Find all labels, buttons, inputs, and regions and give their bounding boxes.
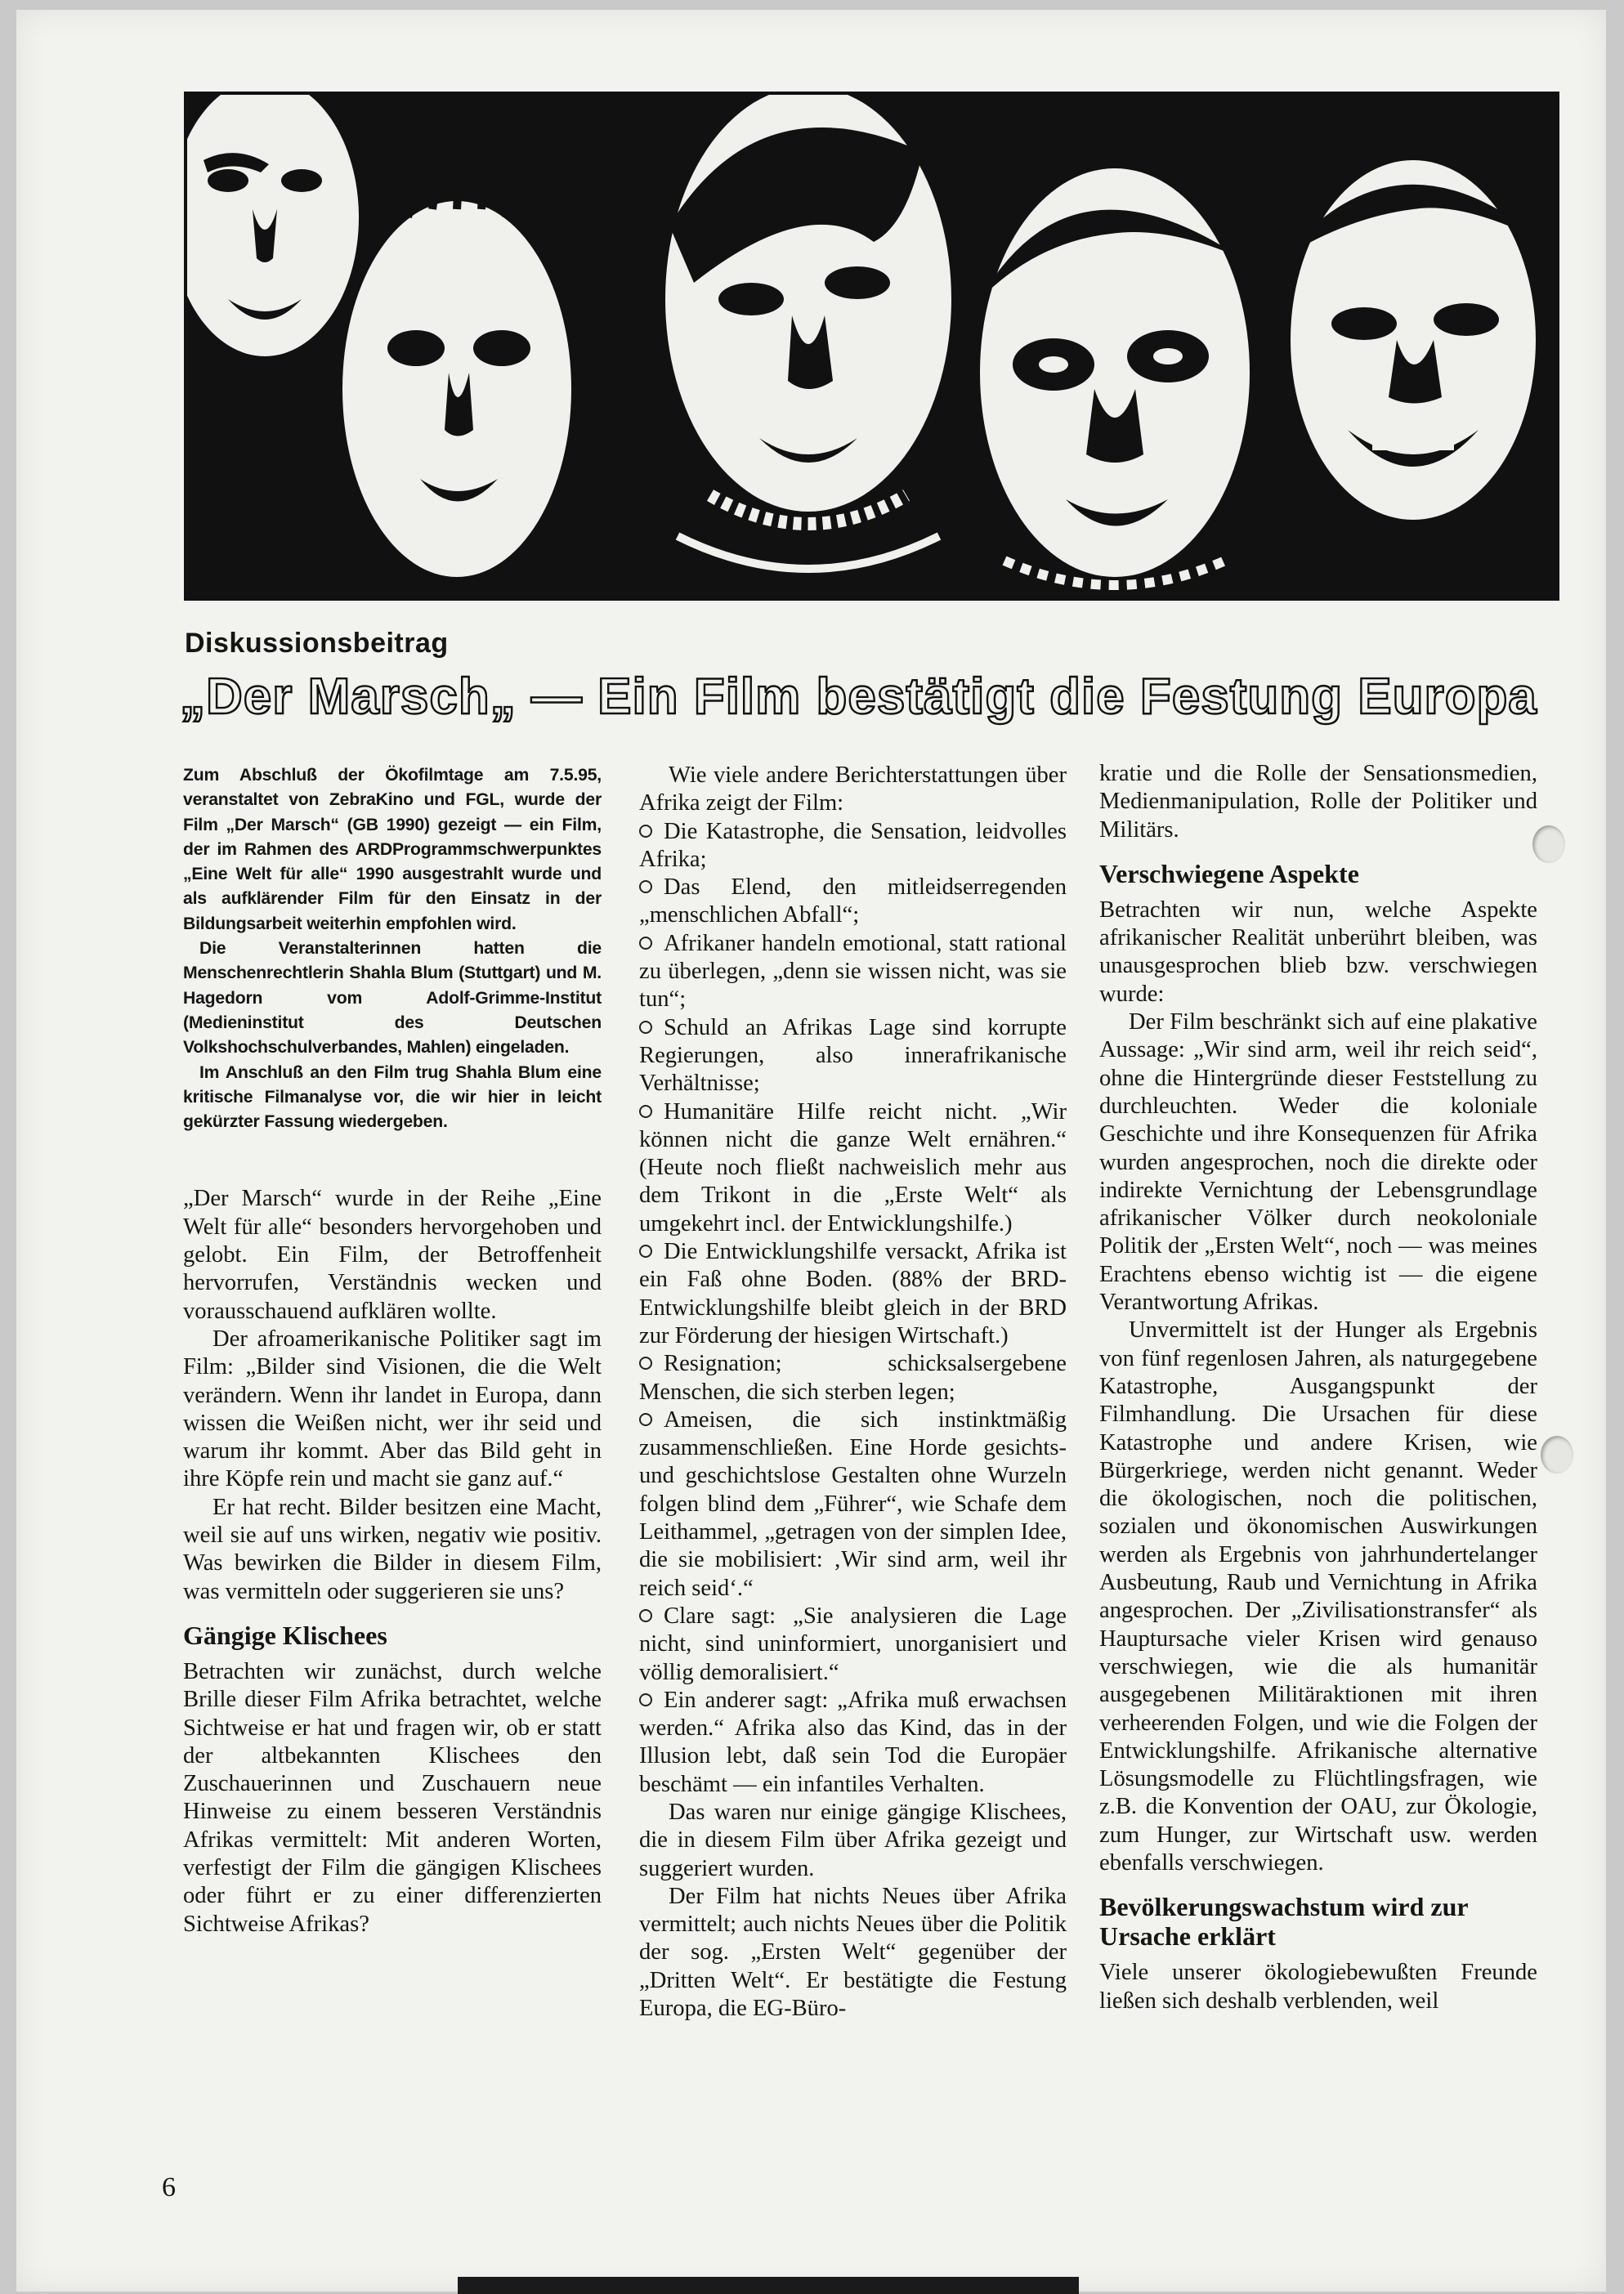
list-item: Afrikaner handeln emotional, statt rational zu überlegen, „denn sie wissen nicht, was sie tun“; bbox=[639, 930, 1067, 1013]
header-illustration bbox=[184, 92, 1559, 601]
body-paragraph: Der Film hat nichts Neues über Afrika vermittelt; auch nichts Neues über die Politik der sog. „Ersten Welt“ gegenüber der „Dritten Welt“. Er bestätigte die Festung Europa, die EG-Büro- bbox=[639, 1883, 1067, 2022]
article-column-2 bbox=[639, 762, 1067, 2023]
subheading: Verschwiegene Aspekte bbox=[1099, 858, 1359, 888]
circle-bullet-icon bbox=[639, 1021, 652, 1034]
circle-bullet-icon bbox=[639, 1609, 652, 1622]
body-text bbox=[1099, 760, 1537, 2015]
cliche-list bbox=[639, 818, 1067, 1799]
circle-bullet-icon bbox=[639, 937, 652, 950]
body-paragraph: „Der Marsch“ wurde in der Reihe „Eine Welt für alle“ besonders hervorgehoben und gelobt. Ein Film, der Betroffenheit hervorrufen, Verständnis wecken und vorausschauend aufklären wollte. bbox=[183, 1186, 602, 1324]
circle-bullet-icon bbox=[639, 1245, 652, 1258]
article-lead bbox=[183, 763, 602, 1134]
list-item: Clare sagt: „Sie analysieren die Lage nicht, sind uninformiert, unorganisiert und völlig demoralisiert.“ bbox=[639, 1603, 1067, 1685]
circle-bullet-icon bbox=[639, 1357, 652, 1370]
body-paragraph: Viele unserer ökologiebewußten Freunde ließen sich deshalb verblenden, weil bbox=[1099, 1960, 1537, 2014]
circle-bullet-icon bbox=[639, 880, 652, 893]
lead-paragraph: Zum Abschluß der Ökofilmtage am 7.5.95, veranstaltet von ZebraKino und FGL, wurde der Film „Der Marsch“ (GB 1990) gezeigt — ein Film, der im Rahmen des ARDProgrammschwerpunktes „Eine Welt für alle“ 1990 ausgestrahlt wurde und als aufklärender Film für den Einsatz in der Bildungsarbeit weiterhin empfohlen wird. bbox=[183, 766, 602, 933]
list-item: Resignation; schicksalsergebene Menschen, die sich sterben legen; bbox=[639, 1351, 1067, 1405]
subheading: Gängige Klischees bbox=[183, 1620, 387, 1650]
body-text bbox=[639, 762, 1067, 2023]
circle-bullet-icon bbox=[639, 1693, 652, 1706]
lead-paragraph: Im Anschluß an den Film trug Shahla Blum eine kritische Filmanalyse vor, die wir hier in leicht gekürzter Fassung wiedergeben. bbox=[183, 1062, 602, 1132]
subheading: Bevölkerungswachstum wird zur Ursache erklärt bbox=[1099, 1892, 1468, 1952]
list-item: Die Entwicklungshilfe versackt, Afrika ist ein Faß ohne Boden. (88% der BRD-Entwicklungshilfe bleibt gleich in der BRD zur Förderung der hiesigen Wirtschaft.) bbox=[639, 1239, 1067, 1348]
list-item: Schuld an Afrikas Lage sind korrupte Regierungen, also innerafrikanische Verhältnisse; bbox=[639, 1014, 1067, 1097]
lead-paragraph: Die Veranstalterinnen hatten die Menschenrechtlerin Shahla Blum (Stuttgart) und M. Hagedorn vom Adolf-Grimme-Institut (Medieninstitut des Deutschen Volkshochschulverbandes, Mahlen) eingeladen. bbox=[183, 939, 602, 1058]
body-paragraph: Er hat recht. Bilder besitzen eine Macht, weil sie auf uns wirken, negativ wie positiv. Was bewirken die Bilder in diesem Film, was vermitteln oder suggerieren sie uns? bbox=[183, 1494, 602, 1604]
circle-bullet-icon bbox=[639, 825, 652, 838]
article-kicker: Diskussionsbeitrag bbox=[185, 628, 449, 659]
list-item: Humanitäre Hilfe reicht nicht. „Wir können nicht die ganze Welt ernähren.“ (Heute noch fließt nachweislich mehr aus dem Trikont in die „Erste Welt“ als umgekehrt incl. der Entwicklungshilfe.) bbox=[639, 1098, 1067, 1236]
article-column-3 bbox=[1099, 760, 1537, 2015]
list-item: Ameisen, die sich instinktmäßig zusammenschließen. Eine Horde gesichts- und geschichtslose Gestalten ohne Wurzeln folgen blind dem „Führer“, wie Schafe dem Leithammel, „getragen von der simplen Idee, die sie mobilisiert: ‚Wir sind arm, weil ihr reich seid‘.“ bbox=[639, 1406, 1067, 1601]
body-paragraph: Das waren nur einige gängige Klischees, die in diesem Film über Afrika gezeigt und suggeriert wurden. bbox=[639, 1799, 1067, 1881]
list-item: Ein anderer sagt: „Afrika muß erwachsen werden.“ Afrika also das Kind, das in der Illusion lebt, daß sein Tod die Europäer beschämt — ein infantiles Verhalten. bbox=[639, 1687, 1067, 1797]
scan-edge-strip bbox=[458, 2277, 1079, 2294]
body-paragraph: Betrachten wir zunächst, durch welche Brille dieser Film Afrika betrachtet, welche Sichtweise er hat und fragen wir, ob er statt der altbekannten Klischees den Zuschauerinnen und Zuschauern neue Hinweise zu einem besseren Verständnis Afrikas vermittelt: Mit anderen Worten, verfestigt der Film die gängigen Klischees oder führt er zu einer differenzierten Sichtweise Afrikas? bbox=[183, 1658, 602, 1937]
page-sheet bbox=[16, 10, 1606, 2292]
body-paragraph: Der afroamerikanische Politiker sagt im Film: „Bilder sind Visionen, die die Welt verändern. Wenn ihr landet in Europa, dann wissen die Weißen nicht, wer ihr seid und warum ihr kommt. Aber das Bild geht in ihre Köpfe rein und macht sie ganz auf.“ bbox=[183, 1326, 602, 1492]
body-paragraph: Betrachten wir nun, welche Aspekte afrikanischer Realität unberührt bleiben, was unausgesprochen blieb bzw. verschwiegen wurde: bbox=[1099, 897, 1537, 1007]
body-paragraph: Wie viele andere Berichterstattungen über Afrika zeigt der Film: bbox=[639, 762, 1067, 816]
page-number: 6 bbox=[162, 2172, 176, 2202]
punch-hole bbox=[1541, 1436, 1573, 1473]
circle-bullet-icon bbox=[639, 1105, 652, 1118]
punch-hole bbox=[1532, 825, 1565, 863]
list-item: Die Katastrophe, die Sensation, leidvolles Afrika; bbox=[639, 818, 1067, 872]
body-paragraph: kratie und die Rolle der Sensationsmedien, Medienmanipulation, Rolle der Politiker und Militärs. bbox=[1099, 761, 1537, 843]
circle-bullet-icon bbox=[639, 1413, 652, 1426]
list-item: Das Elend, den mitleidserregenden „menschlichen Abfall“; bbox=[639, 874, 1067, 928]
woodcut-faces-image bbox=[187, 95, 1556, 597]
body-text bbox=[183, 1185, 602, 1938]
article-column-1 bbox=[183, 763, 602, 1938]
body-paragraph: Unvermittelt ist der Hunger als Ergebnis von fünf regenlosen Jahren, als naturgegebene Katastrophe, Ausgangspunkt der Filmhandlung. Die Ursachen für diese Katastrophe und andere Krisen, wie Bürgerkriege, werden nicht genannt. Weder die ökologischen, noch die politischen, sozialen und ökonomischen Auswirkungen werden als Ergebnis von jahrhundertelanger Ausbeutung, Raub und Vernichtung in Afrika angesprochen. Der „Zivilisationstransfer“ als Hauptursache vieler Krisen wird genauso verschwiegen, wie die als humanitär ausgegebenen Militäraktionen mit ihren verheerenden Folgen, und wie die Folgen der Entwicklungshilfe. Afrikanische alternative Lösungsmodelle zu Flüchtlingsfragen, wie z.B. die Konvention der OAU, zur Ökologie, zum Hunger, zur Wirtschaft usw. werden ebenfalls verschwiegen. bbox=[1099, 1317, 1537, 1876]
article-headline: „Der Marsch„ — Ein Film bestätigt die Festung Europa bbox=[180, 669, 1537, 725]
body-paragraph: Der Film beschränkt sich auf eine plakative Aussage: „Wir sind arm, weil ihr reich seid“, ohne die Hintergründe dieser Feststellung zu durchleuchten. Weder die koloniale Geschichte und ihre Konsequenzen für Afrika wurden angesprochen, noch die direkte oder indirekte Vernichtung der Lebensgrundlage afrikanischer Völker durch neokoloniale Politik der „Ersten Welt“, noch — was meines Erachtens ebenso wichtig ist — die eigene Verantwortung Afrikas. bbox=[1099, 1009, 1537, 1316]
